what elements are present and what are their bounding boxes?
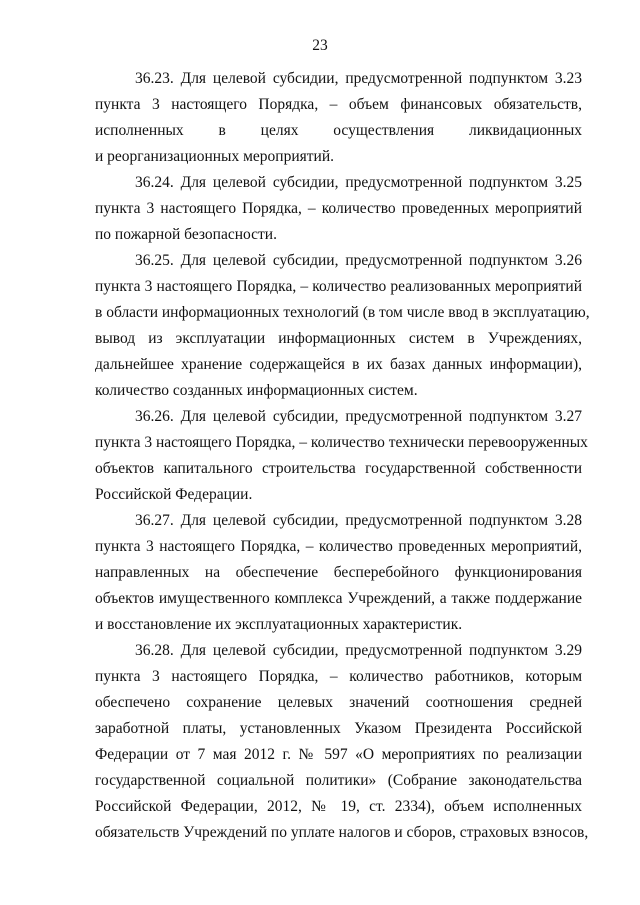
text-line: 36.25. Для целевой субсидии, предусмотренной подпунктом 3.26: [135, 252, 582, 269]
text-line: обязательств Учреждений по уплате налогов и сборов, страховых взносов,: [95, 824, 589, 841]
paragraph-36-27: [95, 508, 582, 638]
text-line: по пожарной безопасности.: [95, 226, 277, 243]
text-line: обеспечено сохранение целевых значений соотношения средней: [95, 694, 582, 711]
page-number: 23: [312, 37, 328, 54]
text-line: дальнейшее хранение содержащейся в их базах данных информации),: [95, 356, 582, 373]
text-line: пункта 3 настоящего Порядка, – количество проведенных мероприятий: [95, 200, 582, 217]
text-line: направленных на обеспечение бесперебойного функционирования: [95, 564, 582, 581]
text-line: количество созданных информационных систем.: [95, 382, 418, 399]
text-line: 36.27. Для целевой субсидии, предусмотренной подпунктом 3.28: [135, 512, 582, 529]
paragraph-36-28: [95, 638, 589, 846]
text-line: 36.28. Для целевой субсидии, предусмотренной подпунктом 3.29: [135, 642, 582, 659]
text-line: заработной платы, установленных Указом Президента Российской: [95, 720, 582, 737]
text-line: вывод из эксплуатации информационных систем в Учреждениях,: [95, 330, 582, 347]
text-line: и восстановление их эксплуатационных характеристик.: [95, 616, 463, 633]
text-line: Российской Федерации, 2012, № 19, ст. 2334), объем исполненных: [95, 798, 582, 815]
text-line: 36.26. Для целевой субсидии, предусмотренной подпунктом 3.27: [135, 408, 582, 425]
paragraph-36-25: [95, 248, 590, 404]
text-line: и реорганизационных мероприятий.: [95, 148, 334, 165]
paragraph-36-24: [95, 170, 582, 248]
text-line: 36.24. Для целевой субсидии, предусмотренной подпунктом 3.25: [135, 174, 582, 191]
document-body: [95, 66, 590, 846]
text-line: исполненных в целях осуществления ликвидационных: [95, 122, 582, 139]
text-line: пункта 3 настоящего Порядка, – объем финансовых обязательств,: [95, 96, 582, 113]
text-line: пункта 3 настоящего Порядка, – количество технически перевооруженных: [95, 434, 588, 451]
text-line: пункта 3 настоящего Порядка, – количество реализованных мероприятий: [95, 278, 582, 295]
text-line: Российской Федерации.: [95, 486, 253, 503]
text-line: в области информационных технологий (в том числе ввод в эксплуатацию,: [95, 304, 590, 321]
paragraph-36-26: [95, 404, 588, 508]
text-line: пункта 3 настоящего Порядка, – количество работников, которым: [95, 668, 582, 685]
text-line: 36.23. Для целевой субсидии, предусмотренной подпунктом 3.23: [135, 70, 582, 87]
text-line: государственной социальной политики» (Собрание законодательства: [95, 772, 582, 789]
paragraph-36-23: [95, 66, 582, 170]
text-line: пункта 3 настоящего Порядка, – количество проведенных мероприятий,: [95, 538, 582, 555]
text-line: объектов имущественного комплекса Учреждений, а также поддержание: [95, 590, 582, 607]
text-line: объектов капитального строительства государственной собственности: [95, 460, 582, 477]
text-line: Федерации от 7 мая 2012 г. № 597 «О мероприятиях по реализации: [95, 746, 582, 763]
